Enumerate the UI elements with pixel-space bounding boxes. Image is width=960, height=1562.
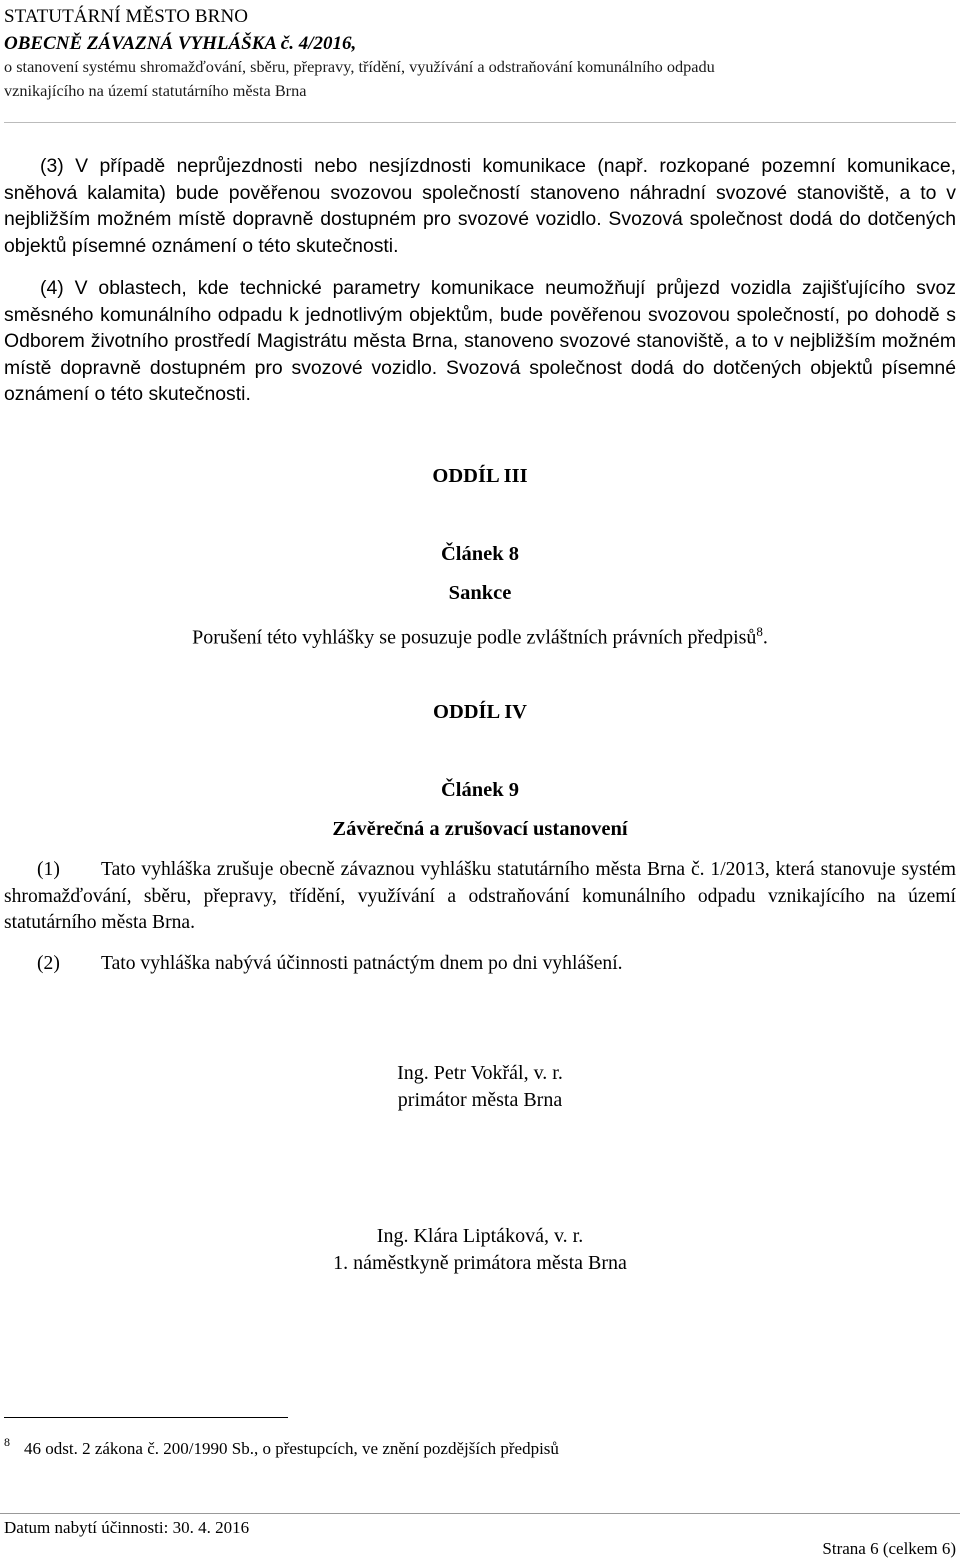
header-subject-line: o stanovení systému shromažďování, sběru, přepravy, třídění, využívání a odstraňování komunálního odpadu	[4, 57, 715, 76]
footer-divider	[0, 1513, 960, 1514]
footer-effective-date: Datum nabytí účinnosti: 30. 4. 2016	[4, 1518, 250, 1537]
footnote	[4, 1431, 559, 1460]
footnote-text: 46 odst. 2 zákona č. 200/1990 Sb., o přestupcích, ve znění pozdějších předpisů	[24, 1439, 559, 1458]
section-3-title: ODDÍL III	[432, 465, 528, 487]
footer-page-number: Strana 6 (celkem 6)	[822, 1539, 956, 1558]
signature-2-role: 1. náměstkyně primátora města Brna	[333, 1252, 627, 1274]
signature-1-name: Ing. Petr Vokřál, v. r.	[397, 1062, 563, 1084]
article-9-heading: Závěrečná a zrušovací ustanovení	[332, 818, 628, 840]
footnote-reference: 8	[756, 624, 763, 639]
signature-2-name: Ing. Klára Liptáková, v. r.	[376, 1225, 584, 1247]
header-regulation-title: OBECNĚ ZÁVAZNÁ VYHLÁŠKA č. 4/2016,	[4, 33, 357, 54]
item-1-number: (1)	[37, 859, 60, 880]
footnote-mark: 8	[4, 1435, 10, 1449]
article-8-heading: Sankce	[448, 582, 512, 604]
section-4-title: ODDÍL IV	[433, 701, 527, 723]
sanctions-sentence: Porušení této vyhlášky se posuzuje podle zvláštních právních předpisů	[192, 626, 757, 649]
item-2-number: (2)	[37, 953, 60, 974]
final-provision-2	[4, 951, 956, 978]
signature-1-role: primátor města Brna	[397, 1089, 563, 1111]
paragraph-4: (4) V oblastech, kde technické parametry komunikace neumožňují průjezd vozidla zajišťujícího svoz směsného komunálního odpadu k jednotlivým objektům, bude pověřenou svozovou společností, po dohodě s Odborem životního prostředí Magistrátu města Brna, stanoveno svozové stanoviště, a to v nejbližším možném místě dopravně dostupném pro svozové vozidlo. Svozová společnost dodá do dotčených objektů písemné oznámení o této skutečnosti.	[4, 277, 956, 406]
item-1-text: Tato vyhláška zrušuje obecně závaznou vyhlášku statutárního města Brna č. 1/2013, která stanovuje systém shromažďování, sběru, přepravy, třídění, využívání a odstraňování komunálního odpadu vznikajícího na území statutárního města Brna.	[4, 859, 956, 934]
final-provision-1	[4, 857, 956, 937]
sanctions-period: .	[762, 626, 768, 649]
article-9-title: Článek 9	[440, 779, 520, 801]
header-city: STATUTÁRNÍ MĚSTO BRNO	[4, 6, 249, 27]
footnote-divider	[4, 1417, 288, 1418]
item-2-text: Tato vyhláška nabývá účinnosti patnáctým dnem po dni vyhlášení.	[101, 953, 623, 974]
paragraph-3: (3) V případě neprůjezdnosti nebo nesjízdnosti komunikace (např. rozkopané pozemní komunikace, sněhová kalamita) bude pověřenou svozovou společností stanoveno náhradní svozové stanoviště, a to v nejbližším možném místě dopravně dostupném pro svozové vozidlo. Svozová společnost dodá do dotčených objektů písemné oznámení o této skutečnosti.	[4, 155, 956, 257]
header-subject-line-2: vznikajícího na území statutárního města Brna	[4, 81, 307, 100]
article-8-title: Článek 8	[440, 543, 520, 565]
header-divider	[4, 122, 956, 123]
sanctions-text	[0, 619, 960, 651]
